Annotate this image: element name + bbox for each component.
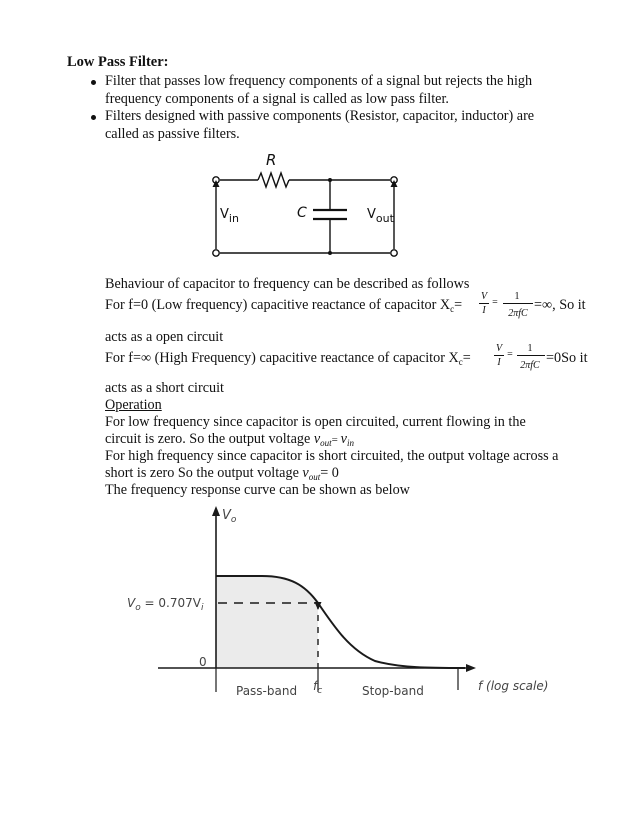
operation-line-2: circuit is zero. So the output voltage $v_{out}= v_{in}$ [105,431,354,448]
fraction-denominator: I [482,305,486,316]
fraction-numerator: V [480,291,488,302]
bullet-1-line-2: frequency components of a signal is called as low pass filter. [105,91,449,107]
operation-heading: Operation [105,397,162,413]
high-frequency-line: For f=∞ (High Frequency) capacitive reactance of capacitor $X_c=$ [105,350,471,367]
capacitor-label: C [297,205,307,221]
fraction-denominator: I [497,357,501,368]
vin-label: $V_{in}$ [220,207,239,225]
x-axis-label: f (log scale) [478,679,549,693]
low-frequency-result: =∞, So it [534,297,586,313]
high-frequency-result: =0So it [546,350,588,366]
behaviour-intro: Behaviour of capacitor to frequency can be described as follows [105,276,470,292]
short-circuit-line: acts as a short circuit [105,380,224,396]
bullet-2-line-2: called as passive filters. [105,126,240,142]
vout-label: $V_{out}$ [367,207,394,225]
origin-label: 0 [199,655,207,669]
operation-line-1: For low frequency since capacitor is open circuited, current flowing in the [105,414,526,430]
y-axis-arrow [212,506,220,516]
page-title: Low Pass Filter: [67,54,169,70]
level-label: $V_o = 0.707V_i$ [127,596,204,613]
equals-sign: = [492,297,498,308]
fraction-denominator: 2πfC [520,360,540,371]
low-frequency-line: For f=0 (Low frequency) capacitive reactance of capacitor $X_c=$ [105,297,463,314]
operation-line-5: The frequency response curve can be shown as below [105,482,410,498]
open-circuit-line: acts as a open circuit [105,329,224,345]
pass-band-label: Pass-band [236,684,298,698]
fraction-denominator: 2πfC [508,308,528,319]
pass-band-shade [216,576,318,668]
cutoff-frequency-label: $f_c$ [313,679,323,696]
x-axis-arrow [466,664,476,672]
bullet-2-line-1: Filters designed with passive components (Resistor, capacitor, inductor) are [105,108,535,124]
fraction-numerator: V [495,343,503,354]
resistor-label: R [266,151,277,169]
fraction-numerator: 1 [527,343,533,354]
operation-line-4: short is zero So the output voltage $v_{out}= 0$ [105,465,339,482]
fraction-numerator: 1 [514,291,520,302]
stop-band-label: Stop-band [362,684,424,698]
operation-line-3: For high frequency since capacitor is short circuited, the output voltage across a [105,448,559,464]
y-axis-label: $V_o$ [222,508,237,525]
equals-sign: = [507,349,513,360]
bullet-1-line-1: Filter that passes low frequency components of a signal but rejects the high [105,73,533,89]
